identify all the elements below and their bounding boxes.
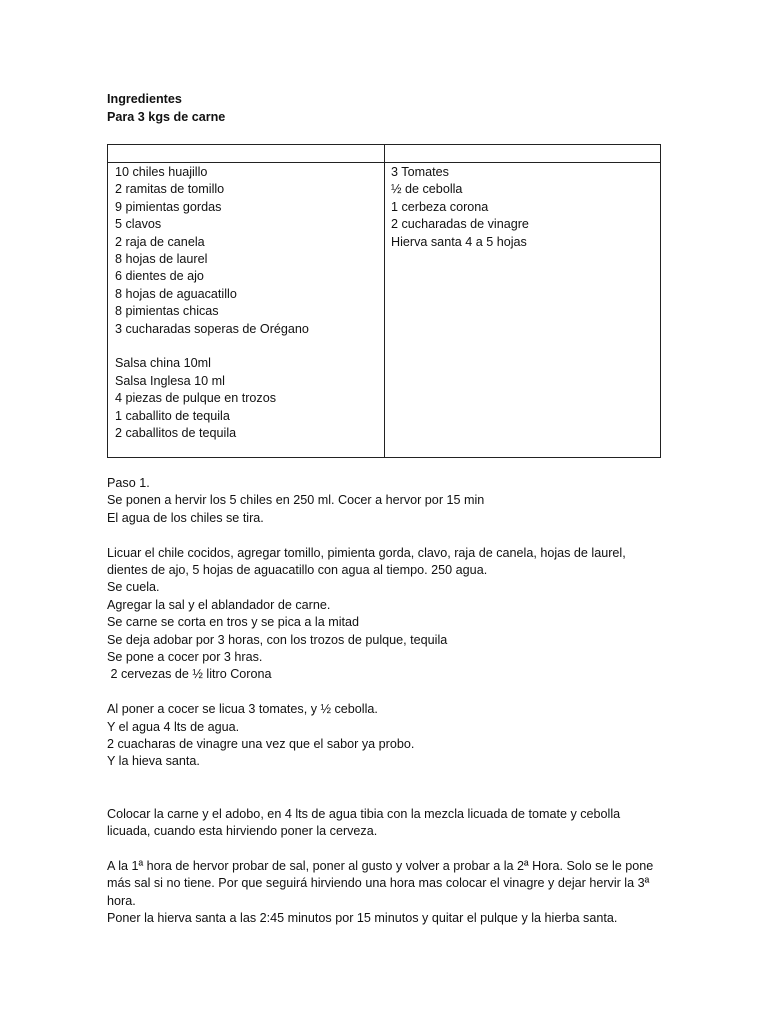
table-column-divider — [384, 145, 385, 457]
document-title: Ingredientes — [107, 92, 182, 106]
paragraph-spacer — [107, 527, 667, 544]
instructions-body — [107, 475, 667, 927]
list-item: 4 piezas de pulque en trozos — [115, 391, 277, 406]
list-item: ½ de cebolla — [391, 182, 463, 197]
paragraph-line: Se cuela. — [107, 580, 160, 595]
list-item: 2 ramitas de tomillo — [115, 182, 225, 197]
paragraph-spacer — [107, 771, 667, 788]
paragraph-line: El agua de los chiles se tira. — [107, 510, 264, 525]
list-item: Salsa china 10ml — [115, 356, 211, 371]
paragraph-line: Se pone a cocer por 3 hras. — [107, 650, 263, 665]
paragraph-line: Licuar el chile cocidos, agregar tomillo, pimienta gorda, clavo, raja de canela, hojas de laurel, — [107, 545, 626, 560]
paragraph-line: 2 cuacharas de vinagre una vez que el sabor ya probo. — [107, 737, 415, 752]
paragraph-line: Y la hieva santa. — [107, 754, 200, 769]
paragraph-line: licuada, cuando esta hirviendo poner la cerveza. — [107, 824, 378, 839]
paragraph-line: Agregar la sal y el ablandador de carne. — [107, 597, 331, 612]
list-item: 6 dientes de ajo — [115, 269, 204, 284]
document-subtitle: Para 3 kgs de carne — [107, 110, 226, 124]
paragraph-line: más sal si no tiene. Por que seguirá hirviendo una hora mas colocar el vinagre y dejar hervir la 3ª — [107, 876, 650, 891]
paragraph-line: dientes de ajo, 5 hojas de aguacatillo con agua al tiempo. 250 agua. — [107, 563, 488, 578]
paragraph-spacer — [107, 840, 667, 857]
paragraph-line: Paso 1. — [107, 476, 150, 490]
list-item: 2 raja de canela — [115, 234, 205, 249]
paragraph-line: Poner la hierva santa a las 2:45 minutos por 15 minutos y quitar el pulque y la hierba santa. — [107, 911, 618, 926]
paragraph-spacer — [107, 788, 667, 805]
list-item: 1 caballito de tequila — [115, 408, 230, 423]
list-item: 10 chiles huajillo — [115, 165, 208, 179]
list-item: 8 hojas de aguacatillo — [115, 286, 237, 301]
paragraph-line: Y el agua 4 lts de agua. — [107, 719, 240, 734]
ingredients-table — [107, 144, 661, 458]
list-item: 1 cerbeza corona — [391, 199, 489, 214]
list-item: 2 cucharadas de vinagre — [391, 217, 529, 232]
paragraph-line: Colocar la carne y el adobo, en 4 lts de agua tibia con la mezcla licuada de tomate y cebolla — [107, 806, 621, 821]
paragraph-line: A la 1ª hora de hervor probar de sal, poner al gusto y volver a probar a la 2ª Hora. Solo se le pone — [107, 858, 654, 873]
paragraph-line: hora. — [107, 893, 136, 908]
list-spacer — [115, 338, 377, 355]
paragraph-line: Al poner a cocer se licua 3 tomates, y ½ cebolla. — [107, 702, 378, 717]
ingredients-right-column — [391, 164, 653, 251]
paragraph-line: 2 cervezas de ½ litro Corona — [107, 667, 272, 682]
paragraph-line: Se carne se corta en tros y se pica a la mitad — [107, 615, 359, 630]
list-item: 9 pimientas gordas — [115, 199, 222, 214]
list-item: 3 cucharadas soperas de Orégano — [115, 321, 309, 336]
paragraph-line: Se deja adobar por 3 horas, con los trozos de pulque, tequila — [107, 632, 448, 647]
list-item: 8 pimientas chicas — [115, 304, 219, 319]
list-item: 8 hojas de laurel — [115, 252, 208, 267]
ingredients-left-column — [115, 164, 377, 442]
list-item: 2 caballitos de tequila — [115, 426, 237, 441]
paragraph-line: Se ponen a hervir los 5 chiles en 250 ml. Cocer a hervor por 15 min — [107, 493, 485, 508]
list-item: 3 Tomates — [391, 165, 449, 179]
list-item: 5 clavos — [115, 217, 162, 232]
paragraph-spacer — [107, 684, 667, 701]
list-item: Hierva santa 4 a 5 hojas — [391, 234, 527, 249]
list-item: Salsa Inglesa 10 ml — [115, 373, 225, 388]
